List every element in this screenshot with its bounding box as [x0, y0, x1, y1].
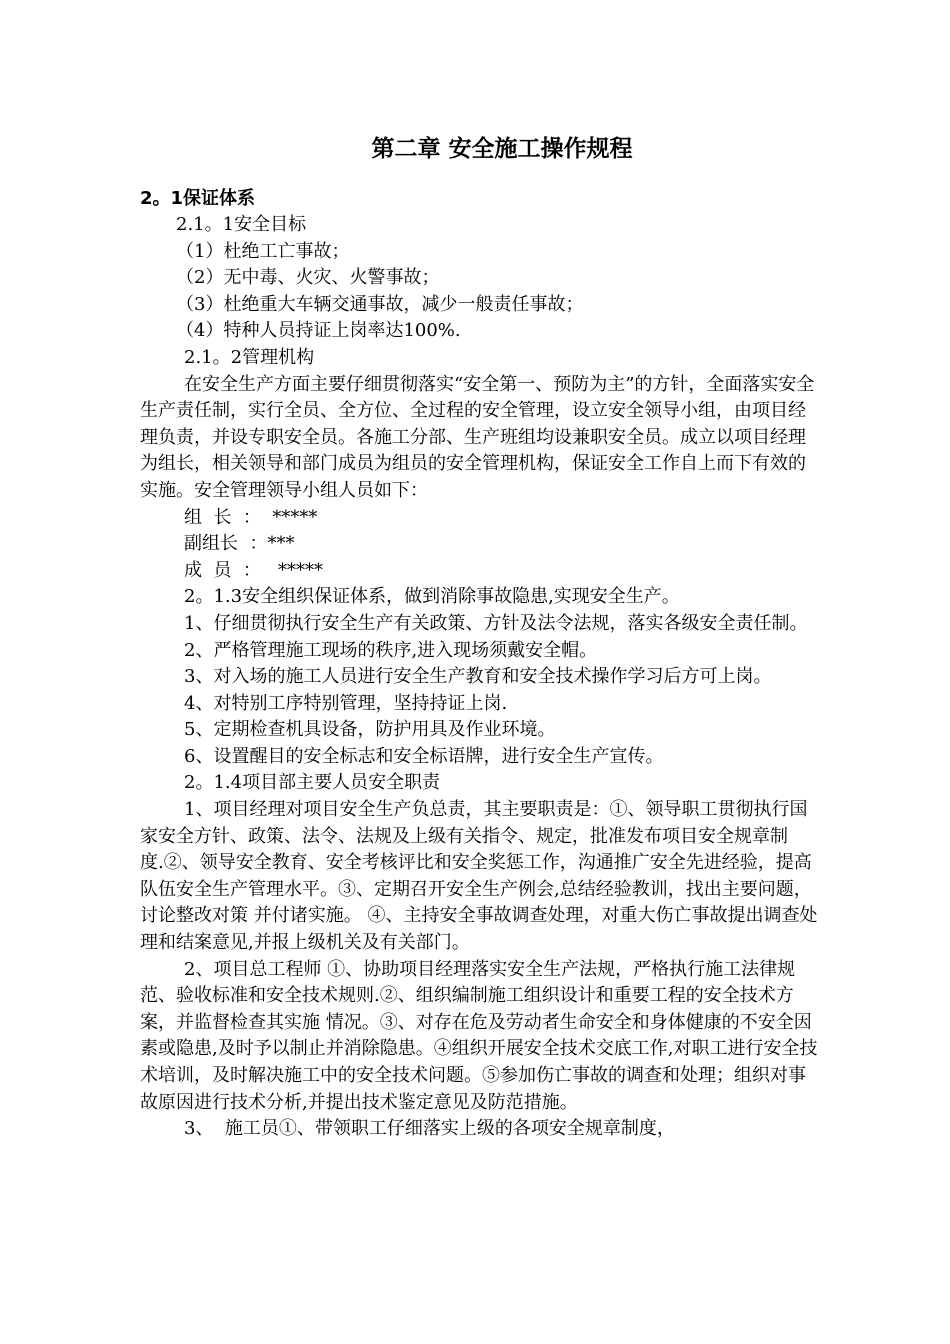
team-member-line: 成 员 ： ***** [184, 559, 324, 581]
team-member-line: 副组长 ：*** [184, 533, 295, 555]
paragraph: 2、严格管理施工现场的秩序,进入现场须戴安全帽。 [184, 639, 598, 661]
paragraph: 在安全生产方面主要仔细贯彻落实“安全第一、预防为主”的方针，全面落实安全生产责任制，实行全员、全方位、全过程的安全管理，设立安全领导小组，由项目经理负责，并设专职安全员。各施工分部、生产班组均设兼职安全员。成立以项目经理为组长，相关领导和部门成员为组员的安全管理机构，保证安全工作自上而下有效的实施。安全管理领导小组人员如下： [140, 373, 815, 501]
list-item: （2）无中毒、火灾、火警事故； [176, 267, 440, 289]
subsection-heading: 2.1。1安全目标 [176, 214, 307, 235]
subsection-heading: 2。1.3安全组织保证体系，做到消除事故隐患,实现安全生产。 [184, 586, 680, 608]
paragraph: 1、仔细贯彻执行安全生产有关政策、方针及法令法规，落实各级安全责任制。 [184, 612, 808, 634]
document-body [140, 212, 820, 1143]
section-heading: 2。1保证体系 [140, 188, 256, 209]
list-item: （1）杜绝工亡事故； [176, 240, 350, 262]
subsection-heading: 2.1。2管理机构 [184, 346, 315, 368]
team-member-line: 组 长 ： ***** [184, 506, 318, 528]
paragraph: 4、对特别工序特别管理，坚持持证上岗. [184, 692, 508, 714]
paragraph: 6、设置醒目的安全标志和安全标语牌，进行安全生产宣传。 [184, 745, 664, 767]
subsection-heading: 2。1.4项目部主要人员安全职责 [184, 772, 441, 794]
paragraph: 2、项目总工程师 ①、协助项目经理落实安全生产法规，严格执行施工法律规范、验收标准和安全技术规则.②、组织编制施工组织设计和重要工程的安全技术方案，并监督检查其实施 情况。③、对存在危及劳动者生命安全和身体健康的不安全因素或隐患,及时予以制止并消除隐患。④组织开展安全技术交底工作,对职工进行安全技术培训，及时解决施工中的安全技术问题。⑤参加伤亡事故的调查和处理；组织对事故原因进行技术分析,并提出技术鉴定意见及防范措施。 [140, 958, 818, 1113]
chapter-title: 第二章 安全施工操作规程 [371, 136, 633, 162]
paragraph: 3、 施工员①、带领职工仔细落实上级的各项安全规章制度， [184, 1118, 675, 1140]
list-item: （3）杜绝重大车辆交通事故，减少一般责任事故； [176, 293, 584, 315]
paragraph: 1、项目经理对项目安全生产负总责，其主要职责是：①、领导职工贯彻执行国家安全方针、政策、法令、法规及上级有关指令、规定，批准发布项目安全规章制度.②、领导安全教育、安全考核评比和安全奖惩工作，沟通推广安全先进经验，提高队伍安全生产管理水平。③、定期召开安全生产例会,总结经验教训，找出主要问题，讨论整改对策 并付诸实施。 ④、主持安全事故调查处理，对重大伤亡事故提出调查处理和结案意见,并报上级机关及有关部门。 [140, 799, 818, 954]
list-item: （4）特种人员持证上岗率达100%. [176, 320, 461, 342]
paragraph: 5、定期检查机具设备，防护用具及作业环境。 [184, 719, 556, 741]
paragraph: 3、对入场的施工人员进行安全生产教育和安全技术操作学习后方可上岗。 [184, 666, 772, 688]
